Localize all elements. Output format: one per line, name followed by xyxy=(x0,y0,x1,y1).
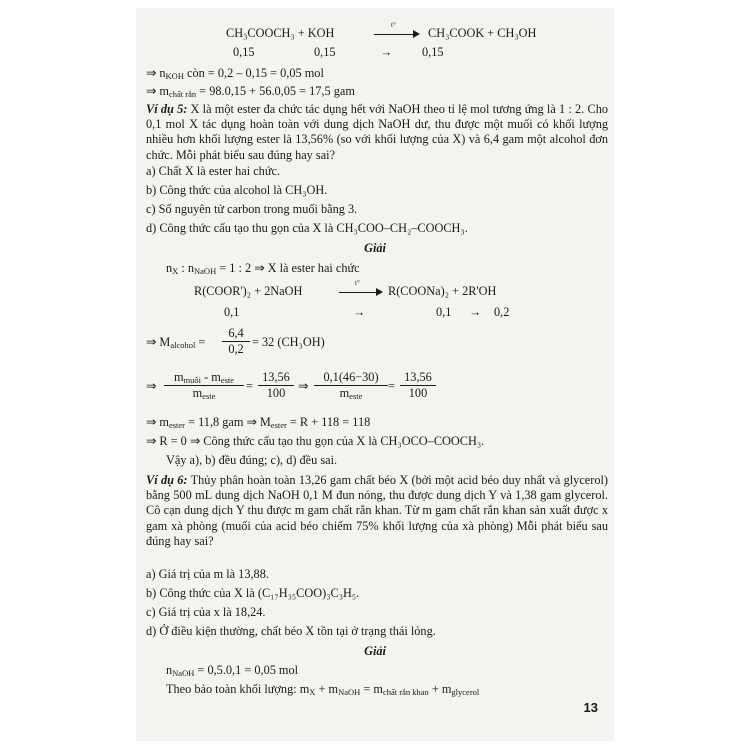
line-nkoh: ⇒ $n_{KOH}$ còn = 0,2 – 0,15 = 0,05 mol xyxy=(146,66,324,81)
percent-fraction-2: $\frac{13,56}{100}$ xyxy=(400,370,436,401)
example-5-option-b: b) Công thức của alcohol là CH₃OH. xyxy=(146,183,328,197)
conclusion-example-5: Vậy a), b) đều đúng; c), d) đều sai. xyxy=(166,453,338,467)
m-alcohol-result: = 32 (CH₃OH) xyxy=(252,335,325,349)
line-mass-solid: ⇒ $m_{chất rắn} = 98.0,15 + 56.0,05 = 17,5$ gam xyxy=(146,84,355,99)
percent-fraction-1: $\frac{13,56}{100}$ xyxy=(258,370,294,401)
substituted-fraction: 0,1(46−30) $m_{este}$ xyxy=(314,370,388,401)
example-5-option-a: a) Chất X là ester hai chức. xyxy=(146,164,281,178)
mole-ratio-line: $n_X$ : $n_{NaOH} = 1$ : 2 ⇒ X là ester hai chức xyxy=(166,261,360,276)
example-6-statement: Ví dụ 6: Thủy phân hoàn toàn 13,26 gam chất béo X (bởi một acid béo duy nhất và glycerol) bằng 500 mL dung dịch NaOH 0,1 M đun nóng, thu được dung dịch Y và 1,38 gam glycerol. Cô cạn dung dịch Y thu được m gam chất rắn khan. Từ m gam chất rắn khan sản xuất được x gam xà phòng (muối của acid béo chiếm 75% khối lượng của xà phòng) Mỗi phát biểu sau đúng hay sai? xyxy=(146,473,608,548)
eq1-products: CH₃COOK + CH₃OH xyxy=(428,26,537,40)
n-naoh-line: $n_{NaOH} = 0,5.0,1 = 0,05$ mol xyxy=(166,663,299,678)
eq1-mol-arrow: → xyxy=(380,45,393,59)
m-alcohol-fraction: $\frac{6,4}{0,2}$ xyxy=(222,326,250,357)
eq2-temp: t° xyxy=(355,279,360,287)
mass-percent-implies-2: ⇒ xyxy=(298,379,309,393)
mass-diff-fraction: $m_{muối} - m_{este}$ $m_{este}$ xyxy=(164,370,244,401)
r-zero-line: ⇒ R = 0 ⇒ Công thức cấu tạo thu gọn của X là CH₃OCO–COOCH₃. xyxy=(146,434,485,448)
page-number: 13 xyxy=(583,700,598,715)
eq2-mol-1: 0,1 xyxy=(224,305,240,319)
eq2-reaction-arrow xyxy=(339,292,381,293)
eq1-mol-b: 0,15 xyxy=(314,45,336,59)
book-page xyxy=(136,8,614,741)
example-6-option-b: b) Công thức của X là (C₁₇H₃₅COO)₃C₃H₅. xyxy=(146,586,360,600)
mass-percent-eq-1: = xyxy=(246,379,253,393)
eq1-mol-c: 0,15 xyxy=(422,45,444,59)
mass-percent-implies: ⇒ xyxy=(146,379,157,393)
eq1-temp: t° xyxy=(391,21,396,29)
eq2-mol-2: 0,1 xyxy=(436,305,452,319)
eq2-mol-3: 0,2 xyxy=(494,305,510,319)
example-6-option-d: d) Ở điều kiện thường, chất béo X tồn tại ở trạng thái lỏng. xyxy=(146,624,436,638)
mass-balance-line: Theo bảo toàn khối lượng: $m_X + m_{NaOH} = m_{chất rắn khan} + m_{glycerol}$ xyxy=(166,682,480,697)
example-5-statement: Ví dụ 5: X là một ester đa chức tác dụng hết với NaOH theo tỉ lệ mol tương ứng là 1 : 2. Cho 0,1 mol X tác dụng hoàn toàn với dung dịch NaOH dư, thu được một muối có khối lượng nhiều hơn khối lượng ester là 13,56% (so với khối lượng của X) và 6,4 gam một alcohol đơn chức. Mỗi phát biểu sau đúng hay sai? xyxy=(146,102,609,162)
mass-percent-eq-2: = xyxy=(388,379,395,393)
eq2-left: R(COOR')₂ + 2NaOH xyxy=(194,284,303,298)
eq1-reactants: CH₃COOCH₃ + KOH xyxy=(226,26,335,40)
example-5-option-c: c) Số nguyên tử carbon trong muối bằng 3. xyxy=(146,202,358,216)
eq1-reaction-arrow xyxy=(374,34,418,35)
example-6-option-c: c) Giá trị của x là 18,24. xyxy=(146,605,266,619)
eq2-mol-arrow-1: → xyxy=(353,305,366,319)
example-5-option-d: d) Công thức cấu tạo thu gọn của X là CH₃COO–CH₂–COOCH₃. xyxy=(146,221,468,235)
solution-heading-2: Giải xyxy=(364,644,386,658)
m-ester-line: ⇒ $m_{ester} = 11,8$ gam ⇒ $M_{ester} = R + 118 = 118$ xyxy=(146,415,371,430)
eq2-right: R(COONa)₂ + 2R'OH xyxy=(388,284,497,298)
eq1-mol-a: 0,15 xyxy=(233,45,255,59)
example-6-option-a: a) Giá trị của m là 13,88. xyxy=(146,567,269,581)
solution-heading-1: Giải xyxy=(364,241,386,255)
m-alcohol-lhs: ⇒ $M_{alcohol}$ = xyxy=(146,335,206,350)
eq2-mol-arrow-2: → xyxy=(469,305,482,319)
